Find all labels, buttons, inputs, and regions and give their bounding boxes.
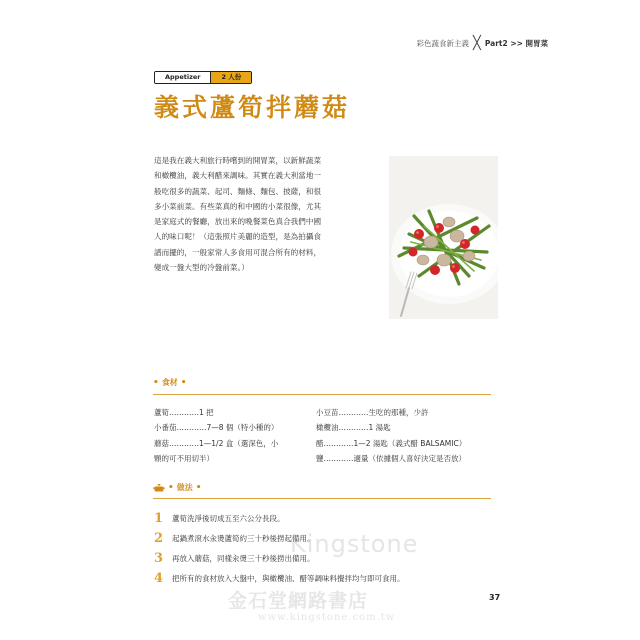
steps-title: 做法 (176, 483, 193, 492)
cross-separator-icon: ╳ (473, 36, 481, 51)
step-text: 把所有的食材放入大盤中，與橄欖油、醋等調味料攪拌均勻即可食用。 (172, 573, 405, 583)
steps-divider (153, 498, 491, 499)
tag-category: Appetizer (155, 72, 211, 83)
page-number: 37 (489, 593, 501, 602)
book-section-header (417, 37, 548, 50)
intro-line: 多小菜前菜。有些菜真的和中國的小菜很像，尤其 (154, 201, 322, 211)
step-text: 蘆筍洗淨後切成五至六公分長段。 (172, 513, 285, 523)
ingredient-item: 小豆苗…………生吃的那種，少許 (316, 408, 429, 417)
watermark-store-name: 金石堂網路書店 (228, 590, 369, 612)
cooking-pot-icon (153, 483, 165, 493)
watermark-brand: Kingstone (290, 530, 419, 558)
dish-photo (389, 156, 498, 319)
bullet-dot-icon: • (153, 377, 159, 388)
intro-line: 這是我在義大利旅行時嚐到的開胃菜，以新鮮蔬菜 (154, 156, 322, 165)
ingredients-left-column (154, 405, 304, 467)
bullet-dot-icon: • (195, 482, 202, 493)
ingredients-right-column (316, 405, 496, 467)
intro-line: 是家庭式的餐廳，放出來的晚餐菜色真合我們中國 (154, 217, 322, 227)
ingredient-item: 小番茄…………7—8 個（特小種的） (154, 423, 279, 433)
ingredients-title: 食材 (161, 378, 178, 387)
step-number: 1 (154, 510, 164, 526)
ingredients-heading (153, 377, 187, 388)
step-item (154, 568, 494, 588)
ingredient-item: 蘆筍…………1 把 (154, 408, 214, 417)
ingredient-item: 顆的可不用切半） (154, 454, 214, 464)
recipe-tag (154, 71, 252, 84)
ingredient-item: 醋…………1—2 湯匙（義式醋 BALSAMIC） (316, 438, 467, 448)
step-number: 4 (154, 570, 164, 586)
step-text: 再放入蘑菇，同樣汆燙三十秒後撈出備用。 (172, 553, 315, 563)
watermark-url: www.kingstone.com.tw (258, 612, 396, 623)
step-item (154, 508, 494, 528)
intro-line: 譜而擺的，一般家常人多食用可混合所有的材料， (154, 247, 322, 257)
book-section-name: 彩色蔬食新主義 (416, 39, 470, 48)
tag-servings: 2 人份 (211, 72, 251, 83)
recipe-title: 義式蘆筍拌蘑菇 (154, 93, 351, 122)
recipe-intro (154, 153, 374, 275)
intro-line: 變成一盤大型的冷盤前菜。） (154, 263, 249, 273)
step-text: 起鍋煮滾水汆燙蘆筍約三十秒後撈起備用。 (172, 533, 315, 543)
ingredient-item: 蘑菇…………1—1/2 盒（選深色，小 (154, 438, 279, 448)
dish-illustration (389, 156, 498, 319)
step-number: 2 (154, 530, 164, 546)
ingredient-item: 鹽…………適量（依據個人喜好決定是否放） (316, 454, 466, 464)
intro-line: 和橄欖油，義大利醋來調味。其實在義大利當地一 (154, 171, 322, 181)
step-number: 3 (154, 550, 164, 566)
steps-heading (153, 482, 202, 493)
ingredients-divider (153, 394, 491, 395)
part-label: Part2 >> 開胃菜 (484, 39, 548, 48)
intro-line: 般吃很多的蔬菜、起司、麵條、麵包、披薩，和很 (154, 186, 322, 196)
bullet-dot-icon: • (168, 482, 174, 493)
intro-line: 人的味口呢！（這張照片美麗的造型，是為拍攝食 (154, 232, 322, 242)
ingredient-item: 橄欖油…………1 湯匙 (316, 423, 391, 433)
bullet-dot-icon: • (180, 377, 187, 388)
